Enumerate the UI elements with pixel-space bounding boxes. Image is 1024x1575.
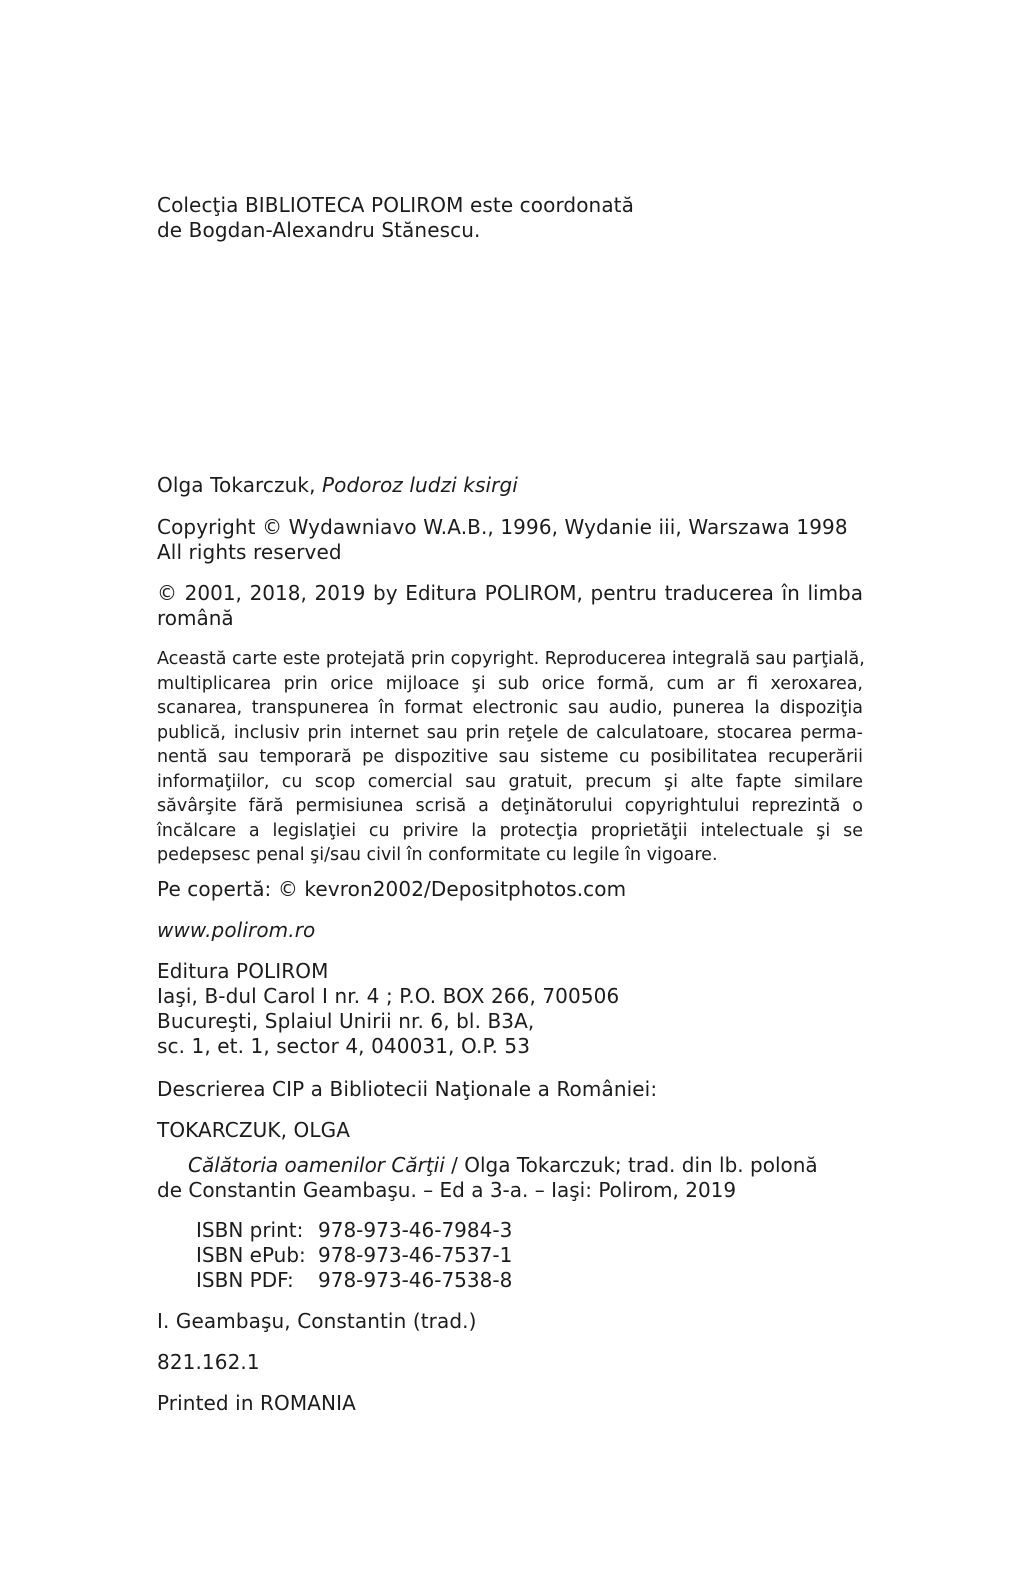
original-title-line: [157, 473, 518, 498]
collection-line-1: Colecţia BIBLIOTECA POLIROM este coordonată: [157, 193, 634, 217]
cip-title-rest: / Olga Tokarczuk; trad. din lb. polonă: [444, 1153, 818, 1177]
collection-line-2: de Bogdan-Alexandru Stănescu.: [157, 218, 481, 242]
website-text[interactable]: www.polirom.ro: [157, 918, 316, 942]
website-link[interactable]: [157, 918, 315, 943]
cip-author-heading: [157, 1118, 350, 1143]
isbn-value: 978-973-46-7538-8: [318, 1268, 513, 1292]
isbn-label: ISBN print:: [196, 1218, 304, 1242]
cip-book-title: Călătoria oamenilor Cărţii: [188, 1153, 445, 1177]
legal-line: pedepsesc penal şi/sau civil în conformitate cu legile în vigoare.: [157, 845, 718, 865]
isbn-label: ISBN PDF:: [196, 1268, 294, 1292]
cip-classification: [157, 1350, 260, 1375]
publisher-name: Editura POLIROM: [157, 959, 329, 983]
publisher-address-1: Iaşi, B-dul Carol I nr. 4 ; P.O. BOX 266, 700506: [157, 984, 620, 1008]
original-author: Olga Tokarczuk,: [157, 473, 322, 497]
copyright-translation-line-1: © 2001, 2018, 2019 by Editura POLIROM, pentru traducerea în limba: [157, 581, 863, 605]
publisher-address-3: sc. 1, et. 1, sector 4, 040031, O.P. 53: [157, 1034, 531, 1058]
collection-note: [157, 193, 634, 243]
legal-line: scanarea, transpunerea în format electronic sau audio, punerea la dispoziţia: [157, 698, 863, 718]
copyright-translation: [157, 581, 863, 631]
legal-line: săvârşite fără permisiunea scrisă a deţinătorului copyrightului reprezintă o: [157, 796, 863, 816]
isbn-list: [196, 1218, 512, 1293]
legal-notice: [157, 647, 863, 868]
isbn-row: [196, 1218, 512, 1243]
isbn-value: 978-973-46-7537-1: [318, 1243, 513, 1267]
original-title: Podoroz ludzi ksirgi: [322, 473, 518, 497]
copyright-translation-line-2: română: [157, 606, 234, 630]
printed-in: [157, 1391, 356, 1416]
legal-line: informaţiilor, cu scop comercial sau gratuit, precum şi alte fapte similare: [157, 771, 863, 792]
cip-continuation: [157, 1178, 736, 1203]
printed-in-text: Printed in ROMANIA: [157, 1391, 356, 1415]
isbn-value: 978-973-46-7984-3: [318, 1218, 513, 1242]
cip-author-text: TOKARCZUK, OLGA: [157, 1118, 351, 1142]
cover-credit: [157, 877, 626, 902]
legal-line: publică, inclusiv prin internet sau prin reţele de calculatoare, stocarea perma-: [157, 722, 863, 743]
cip-heading-text: Descrierea CIP a Bibliotecii Naţionale a României:: [157, 1077, 658, 1101]
isbn-row: [196, 1268, 512, 1293]
copyright-original-line-2: All rights reserved: [157, 540, 342, 564]
legal-line: multiplicarea prin orice mijloace şi sub orice formă, cum ar fi xeroxarea,: [157, 673, 863, 694]
cip-translator: [157, 1309, 477, 1334]
cip-title-line: [188, 1153, 818, 1178]
isbn-row: [196, 1243, 512, 1268]
cip-heading: [157, 1077, 657, 1102]
cip-classification-text: 821.162.1: [157, 1350, 260, 1374]
isbn-label: ISBN ePub:: [196, 1243, 306, 1267]
copyright-original: [157, 515, 848, 565]
cip-translator-text: I. Geambaşu, Constantin (trad.): [157, 1309, 477, 1333]
publisher-info: [157, 959, 619, 1059]
legal-line: încălcare a legislaţiei cu privire la protecţia proprietăţii intelectuale şi se: [157, 820, 863, 841]
publisher-address-2: Bucureşti, Splaiul Unirii nr. 6, bl. B3A,: [157, 1009, 535, 1033]
legal-line: Această carte este protejată prin copyright. Reproducerea integrală sau parţială,: [157, 649, 865, 669]
legal-line: nentă sau temporară pe dispozitive sau sisteme cu posibilitatea recuperării: [157, 747, 863, 767]
copyright-original-line-1: Copyright © Wydawniavo W.A.B., 1996, Wydanie iii, Warszawa 1998: [157, 515, 848, 539]
cip-continuation-text: de Constantin Geambaşu. – Ed a 3-a. – Iaşi: Polirom, 2019: [157, 1178, 737, 1202]
cover-credit-text: Pe copertă: © kevron2002/Depositphotos.com: [157, 877, 627, 901]
